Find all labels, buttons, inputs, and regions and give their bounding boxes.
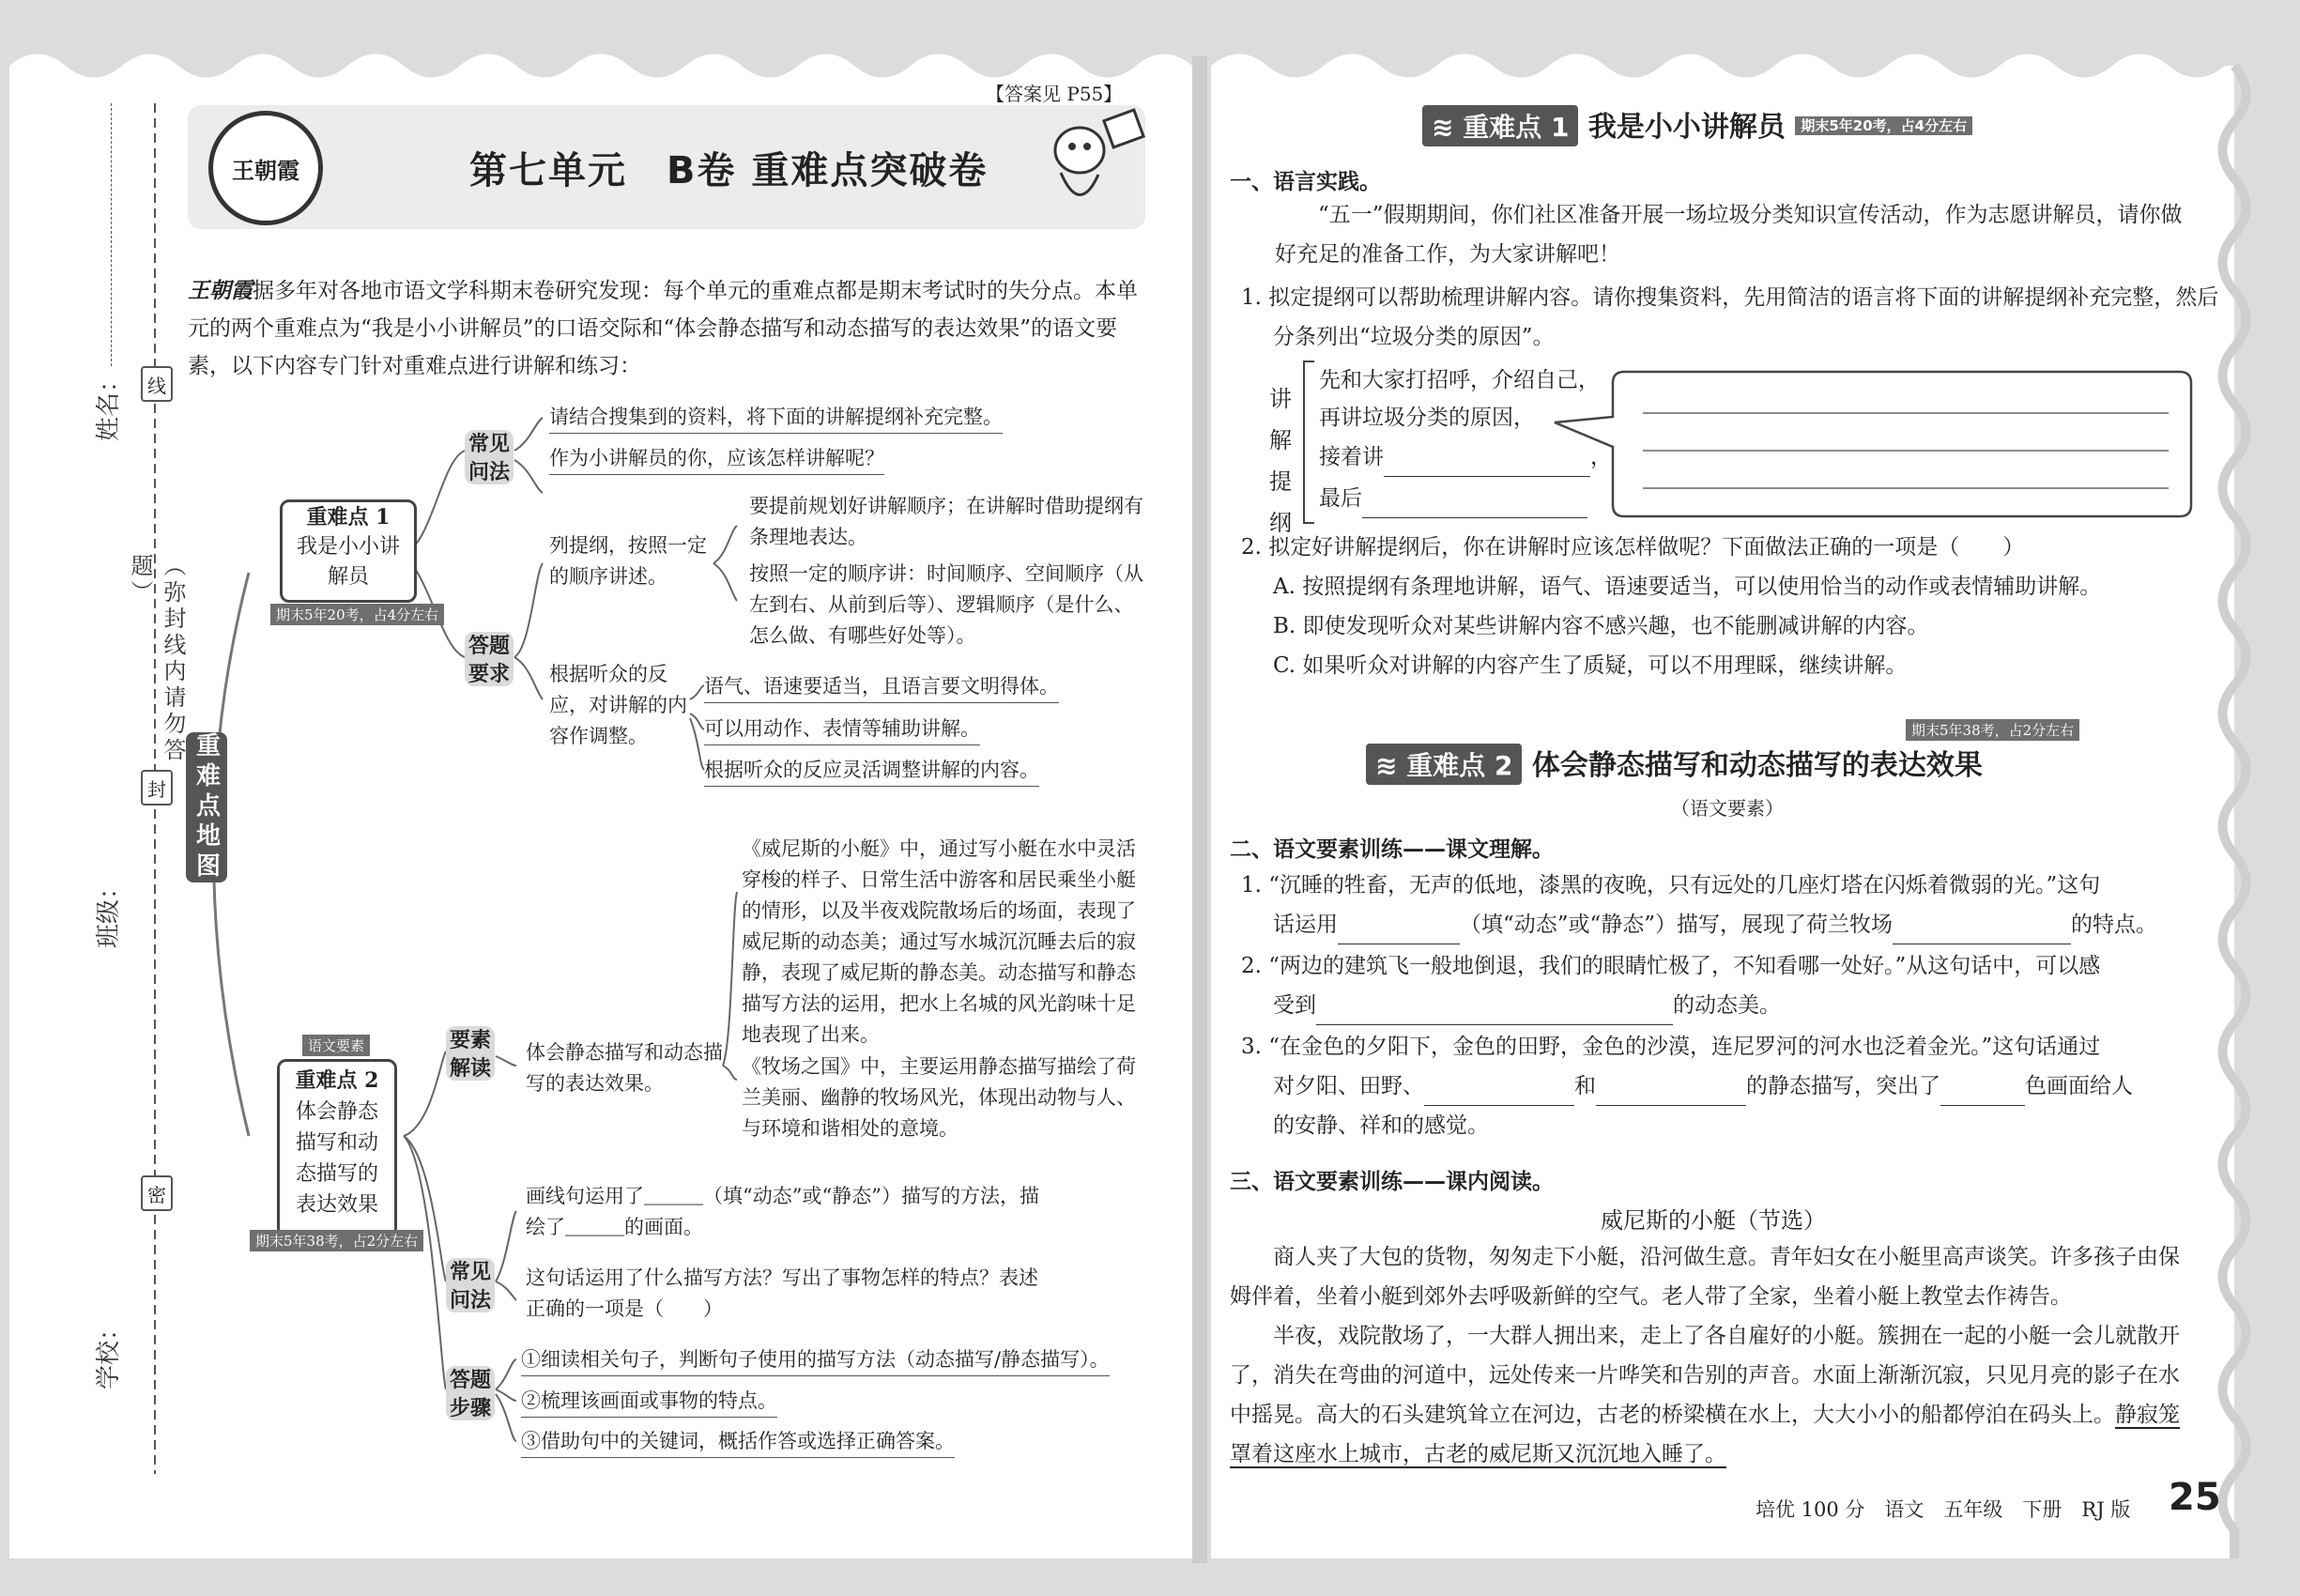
point2-line4: 态描写的 [295, 1162, 378, 1186]
section1-heading [1422, 103, 1972, 146]
point1-req-a: 列提纲，按照一定的顺序讲述。 [549, 534, 707, 588]
section2-tag: 期末5年38考，占2分左右 [1906, 719, 2079, 741]
name-label-text: 姓名： [95, 367, 123, 441]
class-label-text: 班级： [95, 874, 123, 948]
reading-paragraph-2 [1230, 1316, 2192, 1474]
text-run: 的动态美。 [1673, 993, 1781, 1018]
point2-step: ①细读相关句子，判断句子使用的描写方法（动态描写/静态描写）。 [521, 1344, 1110, 1376]
answer-blank[interactable] [1940, 1077, 2025, 1106]
point2-common-label [446, 1258, 495, 1312]
q2-item2-line1: 2. “两边的建筑飞一般地倒退，我们的眼睛忙极了，不知看哪一处好。”从这句话中，可以感 [1241, 954, 2101, 978]
option-a[interactable]: A. 按照提纲有条理地讲解，语气、语速要适当，可以使用恰当的动作或表情辅助讲解。 [1273, 575, 2102, 599]
intro-brand: 王朝霞 [188, 278, 253, 303]
point2-line1: 重难点 2 [295, 1068, 379, 1093]
point2-common-item: 这句话运用了什么描写方法？写出了事物怎样的特点？表述正确的一项是（ ） [526, 1266, 1038, 1320]
section1-badge [1422, 105, 1578, 146]
text-run: 对夕阳、田野、 [1273, 1074, 1424, 1098]
point1-line3: 解员 [327, 565, 369, 589]
outline-item: 接着讲 ， [1319, 437, 1612, 477]
seal-xian: 线 [141, 366, 173, 402]
answer-blank[interactable] [1596, 1077, 1746, 1106]
seal-mi: 密 [141, 1175, 173, 1211]
footer-info: 培优 100 分 语文 五年级 下册 RJ 版 [1756, 1498, 2131, 1521]
section1-title: 我是小小讲解员 [1587, 111, 1786, 144]
point1-req-b-item: 根据听众的反应灵活调整讲解的内容。 [704, 755, 1039, 787]
point2-step: ③借助句中的关键词，概括作答或选择正确答案。 [521, 1426, 955, 1458]
q1-intro: “五一”假期期间，你们社区准备开展一场垃圾分类知识宣传活动，作为志愿讲解员，请你做好充足的准备工作，为大家讲解吧！ [1275, 203, 2183, 267]
page-number: 25 [2169, 1476, 2221, 1519]
answer-blank[interactable] [1316, 996, 1673, 1025]
q3-heading: 三、语文要素训练——课内阅读。 [1230, 1170, 1554, 1194]
wave-icon: ≋ [1375, 750, 1398, 781]
outline-item-text: 接着讲 [1319, 445, 1384, 469]
school-label-text: 学校： [95, 1315, 123, 1389]
q2-item3-line3: 的安静、祥和的感觉。 [1273, 1113, 1489, 1138]
option-c[interactable]: C. 如果听众对讲解的内容产生了质疑，可以不用理睬，继续讲解。 [1273, 653, 1908, 678]
point1-req-label-text: 答题要求 [468, 634, 510, 686]
point2-exam-tag: 期末5年38考，占2分左右 [250, 1230, 423, 1251]
section1-badge-text: 重难点 1 [1463, 112, 1570, 143]
point2-line2: 体会静态 [295, 1100, 378, 1124]
point2-common-label-text: 常见问法 [449, 1260, 491, 1312]
q2-item3-line2 [1273, 1067, 2133, 1106]
point1-req-a-item: 按照一定的顺序讲：时间顺序、空间顺序（从左到右、从前到后等）、逻辑顺序（是什么、怎么做、有哪些好处等）。 [749, 562, 1143, 647]
outline-item: 先和大家打招呼，介绍自己， [1319, 368, 1600, 392]
point2-line3: 描写和动 [295, 1131, 378, 1155]
point1-req-b-item: 语气、语速要适当，且语言要文明得体。 [704, 671, 1059, 703]
intro-text: 据多年对各地市语文学科期末卷研究发现：每个单元的重难点都是期末考试时的失分点。本单元的两个重难点为“我是小小讲解员”的口语交际和“体会静态描写和动态描写的表达效果”的语文要素，以下内容专门针对重难点进行讲解和练习： [188, 279, 1138, 378]
outline-item: 再讲垃圾分类的原因， [1319, 406, 1535, 430]
option-b[interactable]: B. 即使发现听众对某些讲解内容不感兴趣，也不能删减讲解的内容。 [1273, 614, 1929, 638]
text-run: （填“动态”或“静态”）描写，展现了荷兰牧场 [1460, 913, 1894, 937]
text-run: 和 [1574, 1074, 1596, 1098]
wave-icon: ≋ [1432, 112, 1454, 143]
point1-req-a-item: 要提前规划好讲解顺序；在讲解时借助提纲有条理地表达。 [749, 495, 1143, 548]
outline-item [1319, 479, 1587, 518]
reading-paragraph-1: 商人夹了大包的货物，匆匆走下小艇，沿河做生意。青年妇女在小艇里高声谈笑。许多孩子由保姆伴着，坐着小艇到郊外去呼吸新鲜的空气。老人带了全家，坐着小艇上教堂去作祷告。 [1230, 1245, 2180, 1309]
point2-box [277, 1059, 397, 1237]
q2-item1-line1: 1. “沉睡的牲畜，无声的低地，漆黑的夜晚，只有远处的几座灯塔在闪烁着微弱的光。”这句 [1241, 873, 2101, 898]
point2-steps-label [446, 1366, 495, 1420]
answer-blank[interactable] [1893, 915, 2071, 944]
underlined-sentence: 静寂笼罩着这座水上城市，古老的威尼斯又沉沉地入睡了。 [1230, 1403, 2180, 1466]
point2-elem-main: 体会静态描写和动态描写的表达效果。 [526, 1041, 723, 1095]
point2-elem-label [446, 1026, 495, 1081]
point1-line2: 我是小小讲 [296, 535, 400, 559]
reading-title: 威尼斯的小艇（节选） [1601, 1207, 1826, 1234]
section2-sub: （语文要素） [1671, 797, 1784, 820]
point1-req-b-item: 可以用动作、表情等辅助讲解。 [704, 714, 980, 745]
outline-bracket [1303, 361, 1314, 524]
point1-box [280, 499, 417, 603]
q2-item2-line2 [1273, 986, 1781, 1025]
q2-item3-line1: 3. “在金色的夕阳下，金色的田野，金色的沙漠，连尼罗河的河水也泛着金光。”这句话通过 [1241, 1035, 2101, 1059]
point2-elem-item: 《威尼斯的小艇》中，通过写小艇在水中灵活穿梭的样子、日常生活中游客和居民乘坐小艇的情形，以及半夜戏院散场后的场面，表现了威尼斯的动态美；通过写水城沉沉睡去后的寂静，表现了威尼斯的静态美。动态描写和静态描写方法的运用，把水上名城的风光韵味十足地表现了出来。 [742, 837, 1136, 1046]
point1-req-b: 根据听众的反应，对讲解的内容作调整。 [549, 663, 687, 747]
q1-heading: 一、语言实践。 [1230, 170, 1381, 194]
point1-req-label [465, 632, 514, 686]
point2-common-item: 画线句运用了＿＿＿（填“动态”或“静态”）描写的方法，描绘了＿＿＿的画面。 [526, 1185, 1039, 1238]
section2-title: 体会静态描写和动态描写的表达效果 [1531, 749, 1983, 782]
text-run: 受到 [1273, 993, 1316, 1018]
q2-heading: 二、语文要素训练——课文理解。 [1230, 837, 1554, 862]
outline-label-text: 讲解提纲 [1269, 386, 1292, 536]
section1-tag: 期末5年20考，占4分左右 [1795, 116, 1972, 135]
text-run: 色画面给人 [2025, 1074, 2133, 1098]
section2-heading [1366, 742, 1983, 785]
point1-line1: 重难点 1 [306, 505, 391, 529]
outline-answer-area[interactable] [1624, 376, 2178, 512]
point2-steps-label-text: 答题步骤 [449, 1368, 491, 1420]
q1-sub2: 2. 拟定好讲解提纲后，你在讲解时应该怎样做呢？下面做法正确的一项是（ ） [1241, 535, 2025, 560]
outline-label [1269, 378, 1297, 544]
point2-step: ②梳理该画面或事物的特点。 [521, 1386, 777, 1418]
text-run: 的静态描写，突出了 [1746, 1074, 1940, 1098]
text-run: 的特点。 [2071, 913, 2158, 937]
point1-common-label-text: 常见问法 [468, 432, 510, 484]
section2-badge [1366, 744, 1522, 785]
notice-text: （弥封线内请勿答题） [127, 554, 186, 764]
page-title: 第七单元 B卷 重难点突破卷 [469, 149, 989, 192]
section2-badge-text: 重难点 2 [1406, 750, 1513, 781]
point1-common-item: 作为小讲解员的你，应该怎样讲解呢？ [549, 443, 884, 475]
answer-blank[interactable] [1424, 1077, 1574, 1106]
outline-item-text: 最后 [1319, 486, 1362, 511]
point2-elem-label-text: 要素解读 [449, 1028, 491, 1081]
q1-sub1: 1. 拟定提纲可以帮助梳理讲解内容。请你搜集资料，先用简洁的语言将下面的讲解提纲补充完整，然后分条列出“垃圾分类的原因”。 [1241, 285, 2219, 349]
logo-text: 王朝霞 [232, 156, 299, 184]
seal-feng: 封 [141, 770, 173, 806]
mindmap-title: 重难点地图 [186, 732, 227, 882]
answer-ref: 【答案见 P55】 [986, 83, 1123, 105]
point1-common-item: 请结合搜集到的资料，将下面的讲解提纲补充完整。 [549, 402, 1003, 434]
point2-elem-item: 《牧场之国》中，主要运用静态描写描绘了荷兰美丽、幽静的牧场风光，体现出动物与人、与环境和谐相处的意境。 [742, 1055, 1136, 1140]
answer-blank[interactable] [1338, 915, 1460, 944]
point1-exam-tag: 期末5年20考，占4分左右 [270, 604, 444, 625]
point2-top-tag: 语文要素 [302, 1035, 370, 1056]
point2-line5: 表达效果 [295, 1193, 378, 1217]
q2-item1-line2 [1273, 905, 2157, 944]
point1-common-label [465, 430, 514, 484]
text-run: 话运用 [1273, 913, 1338, 937]
reading-p2-text: 半夜，戏院散场了，一大群人拥出来，走上了各自雇好的小艇。簇拥在一起的小艇一会儿就散开了，消失在弯曲的河道中，远处传来一片哗笑和告别的声音。水面上渐渐沉寂，只见月亮的影子在水中摇晃。高大的石头建筑耸立在河边，古老的桥梁横在水上，大大小小的船都停泊在码头上。 [1230, 1324, 2180, 1427]
